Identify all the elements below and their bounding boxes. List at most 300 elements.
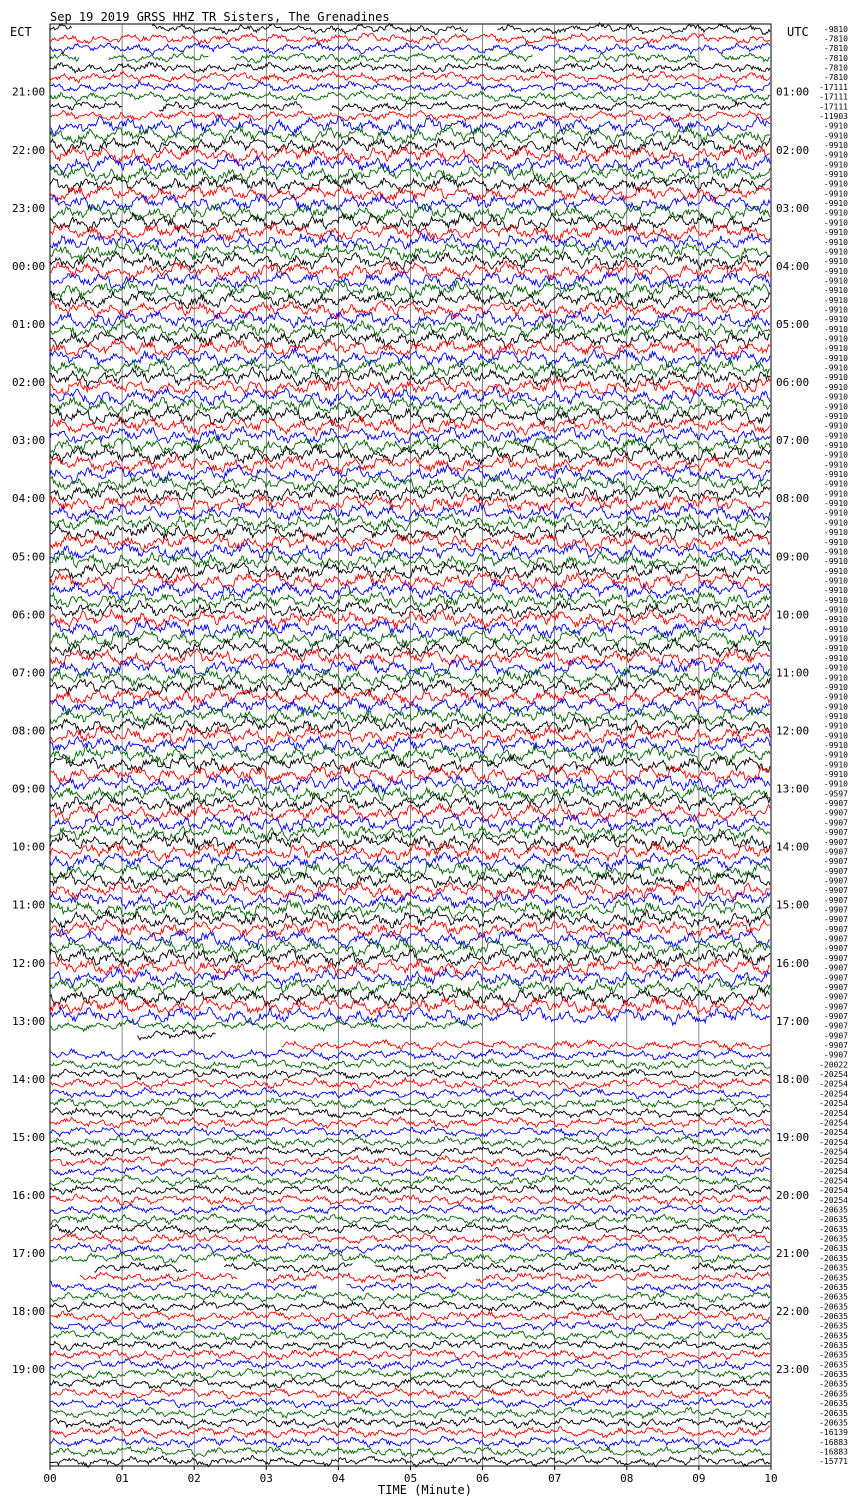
row-count-label: -9910 — [823, 353, 848, 363]
trace-row — [50, 1175, 770, 1187]
row-count-label: -20254 — [819, 1195, 848, 1205]
trace-row — [50, 1417, 770, 1429]
row-count-label: -16883 — [819, 1447, 848, 1457]
trace-row — [50, 1311, 770, 1322]
row-count-label: -9910 — [823, 266, 848, 276]
trace-row — [50, 591, 770, 608]
row-count-label: -9910 — [823, 663, 848, 673]
trace-row — [50, 1340, 770, 1351]
trace-row — [50, 1088, 770, 1100]
left-hour-label: 05:00 — [12, 550, 46, 564]
row-count-label: -9907 — [823, 876, 848, 886]
trace-row — [50, 223, 770, 241]
row-count-label: -20254 — [819, 1157, 848, 1167]
row-count-label: -9907 — [823, 982, 848, 992]
left-hour-labels — [12, 86, 45, 1376]
row-count-label: -20635 — [819, 1418, 848, 1428]
right-hour-label: 09:00 — [776, 550, 810, 564]
trace-row — [50, 920, 770, 938]
row-count-label: -20635 — [819, 1205, 848, 1215]
row-count-label: -9910 — [823, 750, 848, 760]
row-count-label: -20635 — [819, 1341, 848, 1351]
trace-row — [50, 852, 770, 871]
right-hour-label: 02:00 — [776, 143, 810, 157]
trace-row — [50, 387, 770, 407]
trace-row — [50, 1436, 770, 1448]
row-count-label: -20635 — [819, 1399, 848, 1409]
trace-row — [50, 1368, 770, 1379]
row-count-label: -9910 — [823, 373, 848, 383]
trace-row — [50, 503, 770, 521]
x-axis-label: TIME (Minute) — [378, 1483, 472, 1497]
trace-row — [50, 1127, 770, 1138]
trace-row — [50, 476, 770, 493]
right-hour-label: 10:00 — [776, 608, 810, 622]
row-count-label: -9910 — [823, 218, 848, 228]
row-count-label: -9910 — [823, 605, 848, 615]
trace-row — [50, 62, 770, 73]
trace-row — [50, 320, 770, 339]
right-hour-label: 14:00 — [776, 840, 810, 854]
right-hour-label: 04:00 — [776, 259, 810, 273]
trace-row — [50, 311, 770, 328]
row-count-label: -9910 — [823, 179, 848, 189]
trace-row — [50, 551, 770, 570]
x-tick-label: 00 — [43, 1472, 57, 1485]
row-count-label: -9907 — [823, 934, 848, 944]
row-count-label: -9910 — [823, 537, 848, 547]
row-count-label: -9907 — [823, 924, 848, 934]
row-count-label: -9910 — [823, 692, 848, 702]
row-count-label: -9910 — [823, 741, 848, 750]
right-hour-label: 08:00 — [776, 492, 810, 506]
trace-row — [50, 110, 770, 121]
row-count-label: -17111 — [819, 92, 848, 102]
row-count-label: -20635 — [819, 1350, 848, 1360]
right-hour-label: 01:00 — [776, 85, 810, 99]
trace-row — [50, 659, 770, 676]
row-count-label: -9907 — [823, 847, 848, 857]
row-count-label: -9907 — [823, 1050, 848, 1060]
x-tick-label: 06 — [475, 1472, 490, 1485]
trace-row — [50, 1214, 770, 1226]
trace-row — [50, 243, 770, 260]
row-count-label: -9910 — [823, 779, 848, 789]
trace-row — [50, 1146, 770, 1157]
row-count-label: -9910 — [823, 344, 848, 354]
left-hour-label: 14:00 — [12, 1072, 46, 1086]
trace-row — [282, 1040, 770, 1050]
trace-row — [50, 407, 770, 425]
row-count-label: -9910 — [823, 295, 848, 305]
x-tick-label: 01 — [115, 1472, 129, 1485]
x-tick-label: 10 — [764, 1472, 778, 1485]
row-count-label: -9910 — [823, 547, 848, 557]
row-count-label: -20635 — [819, 1389, 848, 1399]
row-count-label: -9910 — [823, 440, 848, 450]
trace-row — [50, 52, 770, 64]
row-count-label: -9910 — [823, 363, 848, 373]
row-count-label: -9907 — [823, 905, 848, 915]
row-count-label: -20254 — [819, 1079, 848, 1089]
trace-row — [50, 1136, 770, 1148]
row-count-label: -20635 — [819, 1215, 848, 1225]
trace-row — [50, 1204, 770, 1215]
row-count-label: -9907 — [823, 1041, 848, 1051]
trace-row — [50, 1455, 770, 1467]
row-count-label: -20635 — [819, 1370, 848, 1380]
left-hour-label: 10:00 — [12, 840, 46, 854]
row-count-label: -16883 — [819, 1437, 848, 1447]
row-count-label: -20254 — [819, 1070, 848, 1080]
row-count-label: -9910 — [823, 189, 848, 199]
row-count-label: -20635 — [819, 1408, 848, 1418]
trace-row — [50, 1069, 770, 1080]
right-hour-label: 13:00 — [776, 782, 810, 796]
trace-row — [50, 101, 770, 112]
row-count-label: -9910 — [823, 247, 848, 257]
trace-row — [50, 82, 770, 92]
trace-row — [138, 1030, 216, 1040]
row-count-label: -9910 — [823, 208, 848, 218]
trace-row — [50, 1388, 770, 1399]
row-count-label: -9910 — [823, 479, 848, 489]
trace-row — [50, 427, 770, 444]
left-hour-label: 19:00 — [12, 1363, 46, 1377]
trace-row — [50, 340, 770, 356]
x-tick-label: 09 — [692, 1472, 706, 1485]
left-hour-label: 23:00 — [12, 201, 46, 215]
row-count-labels — [819, 25, 848, 1466]
trace-row — [50, 910, 770, 929]
left-hour-label: 21:00 — [12, 85, 46, 99]
row-count-label: -9907 — [823, 1031, 848, 1041]
left-hour-label: 13:00 — [12, 1014, 46, 1028]
row-count-label: -9910 — [823, 199, 848, 209]
row-count-label: -9910 — [823, 131, 848, 141]
row-count-label: -9910 — [823, 315, 848, 325]
row-count-label: -9907 — [823, 895, 848, 905]
row-count-label: -9907 — [823, 973, 848, 983]
trace-row — [50, 456, 770, 474]
row-count-label: -20254 — [819, 1128, 848, 1138]
row-count-label: -9910 — [823, 421, 848, 431]
trace-row — [50, 145, 770, 164]
minute-gridlines — [122, 24, 699, 1466]
trace-row — [50, 1078, 770, 1090]
trace-row — [50, 631, 770, 647]
right-hour-label: 20:00 — [776, 1189, 810, 1203]
trace-row — [50, 929, 770, 948]
trace-row — [50, 1194, 770, 1205]
row-count-label: -20635 — [819, 1321, 848, 1331]
left-hour-label: 11:00 — [12, 898, 46, 912]
row-count-label: -15771 — [819, 1457, 848, 1467]
row-count-label: -9907 — [823, 837, 848, 847]
row-count-label: -9910 — [823, 508, 848, 518]
x-tick-label: 03 — [259, 1472, 273, 1485]
trace-row — [94, 1262, 770, 1273]
trace-row — [50, 1281, 770, 1293]
row-count-label: -9910 — [823, 160, 848, 170]
trace-row — [50, 33, 770, 44]
row-count-label: -9910 — [823, 557, 848, 567]
row-count-label: -9907 — [823, 1002, 848, 1012]
row-count-label: -20022 — [819, 1060, 848, 1070]
row-count-label: -9907 — [823, 915, 848, 925]
row-count-label: -9910 — [823, 470, 848, 480]
row-count-label: -9910 — [823, 276, 848, 286]
row-count-label: -9910 — [823, 140, 848, 150]
row-count-label: -9910 — [823, 460, 848, 470]
row-count-label: -20635 — [819, 1253, 848, 1263]
row-count-label: -9910 — [823, 411, 848, 421]
trace-row — [50, 1330, 770, 1340]
trace-row — [50, 1107, 770, 1118]
row-count-label: -20254 — [819, 1166, 848, 1176]
row-count-label: -9910 — [823, 489, 848, 499]
trace-row — [50, 1301, 770, 1313]
row-count-label: -9910 — [823, 228, 848, 238]
row-count-label: -9910 — [823, 334, 848, 344]
trace-row — [50, 23, 770, 35]
right-hour-label: 05:00 — [776, 318, 810, 332]
row-count-label: -20254 — [819, 1108, 848, 1118]
trace-row — [50, 155, 770, 175]
row-count-label: -20635 — [819, 1360, 848, 1370]
row-count-label: -20635 — [819, 1302, 848, 1312]
row-count-label: -9907 — [823, 886, 848, 896]
left-hour-label: 02:00 — [12, 376, 46, 390]
left-hour-label: 12:00 — [12, 956, 46, 970]
row-count-label: -9910 — [823, 586, 848, 596]
row-count-label: -20254 — [819, 1186, 848, 1196]
row-count-label: -9907 — [823, 992, 848, 1002]
row-count-label: -9910 — [823, 760, 848, 770]
row-count-label: -9910 — [823, 431, 848, 441]
row-count-label: -20635 — [819, 1282, 848, 1292]
trace-row — [50, 1243, 770, 1254]
row-count-label: -9910 — [823, 634, 848, 644]
row-count-label: -17111 — [819, 102, 848, 112]
row-count-label: -9910 — [823, 711, 848, 721]
row-count-label: -20254 — [819, 1099, 848, 1109]
row-count-label: -9910 — [823, 324, 848, 334]
right-hour-labels — [776, 86, 809, 1376]
left-hour-label: 04:00 — [12, 492, 46, 506]
row-count-label: -20635 — [819, 1244, 848, 1254]
trace-row — [50, 1378, 770, 1389]
row-count-label: -20635 — [819, 1273, 848, 1283]
trace-row — [50, 1446, 770, 1457]
trace-row — [50, 1291, 770, 1303]
left-hour-label: 17:00 — [12, 1247, 46, 1261]
right-hour-label: 19:00 — [776, 1130, 810, 1144]
x-tick-label: 07 — [548, 1472, 562, 1485]
x-tick-label: 05 — [403, 1472, 418, 1485]
row-count-label: -9910 — [823, 257, 848, 267]
row-count-label: -9910 — [823, 528, 848, 538]
row-count-label: -9907 — [823, 866, 848, 876]
row-count-label: -9810 — [823, 24, 848, 34]
left-hour-label: 08:00 — [12, 724, 46, 738]
trace-row — [50, 1165, 770, 1176]
trace-row — [50, 697, 770, 716]
row-count-label: -9907 — [823, 963, 848, 973]
row-count-label: -20254 — [819, 1089, 848, 1099]
row-count-label: -9910 — [823, 731, 848, 741]
row-count-label: -9910 — [823, 382, 848, 392]
row-count-label: -9910 — [823, 237, 848, 247]
row-count-label: -17111 — [819, 82, 848, 92]
trace-row — [50, 1156, 770, 1167]
trace-row — [50, 620, 770, 638]
row-count-label: -9907 — [823, 857, 848, 867]
right-hour-label: 16:00 — [776, 956, 810, 970]
trace-row — [50, 272, 770, 288]
left-hour-label: 06:00 — [12, 608, 46, 622]
trace-row — [50, 1253, 770, 1264]
trace-row — [50, 1398, 770, 1409]
row-count-label: -9910 — [823, 121, 848, 131]
x-tick-label: 04 — [331, 1472, 346, 1485]
trace-row — [50, 900, 770, 919]
right-hour-label: 11:00 — [776, 666, 810, 680]
trace-row — [50, 987, 770, 1006]
right-hour-label: 15:00 — [776, 898, 810, 912]
trace-row — [50, 445, 770, 465]
trace-row — [50, 1320, 770, 1331]
seismic-traces — [50, 23, 770, 1467]
trace-row — [50, 1098, 770, 1109]
row-count-label: -7810 — [823, 63, 848, 73]
row-count-label: -9907 — [823, 799, 848, 809]
row-count-label: -9907 — [823, 808, 848, 818]
trace-row — [80, 1271, 770, 1282]
trace-row — [50, 1117, 770, 1128]
trace-row — [50, 716, 770, 734]
row-count-label: -7810 — [823, 73, 848, 83]
right-hour-label: 18:00 — [776, 1072, 810, 1086]
trace-row — [50, 1407, 770, 1418]
left-hour-label: 15:00 — [12, 1130, 46, 1144]
row-count-label: -20635 — [819, 1234, 848, 1244]
row-count-label: -9910 — [823, 576, 848, 586]
left-timezone-label: ECT — [10, 25, 32, 39]
trace-row — [50, 1426, 770, 1438]
left-hour-label: 16:00 — [12, 1189, 46, 1203]
row-count-label: -9910 — [823, 624, 848, 634]
right-hour-label: 12:00 — [776, 724, 810, 738]
trace-row — [50, 72, 770, 84]
trace-row — [50, 794, 770, 813]
trace-row — [50, 1223, 770, 1234]
left-hour-label: 09:00 — [12, 782, 46, 796]
row-count-label: -9910 — [823, 673, 848, 683]
row-count-label: -20254 — [819, 1137, 848, 1147]
trace-row — [50, 42, 770, 54]
row-count-label: -9910 — [823, 644, 848, 654]
trace-row — [50, 687, 770, 706]
row-count-label: -20254 — [819, 1176, 848, 1186]
right-hour-label: 06:00 — [776, 376, 810, 390]
right-hour-label: 03:00 — [776, 201, 810, 215]
row-count-label: -20635 — [819, 1331, 848, 1341]
row-count-label: -7810 — [823, 44, 848, 54]
row-count-label: -7810 — [823, 34, 848, 44]
x-tick-label: 08 — [620, 1472, 634, 1485]
row-count-label: -20254 — [819, 1118, 848, 1128]
left-hour-label: 01:00 — [12, 318, 46, 332]
row-count-label: -7810 — [823, 53, 848, 63]
right-hour-label: 22:00 — [776, 1305, 810, 1319]
row-count-label: -9910 — [823, 170, 848, 180]
row-count-label: -9907 — [823, 1021, 848, 1031]
row-count-label: -9910 — [823, 392, 848, 402]
row-count-label: -9910 — [823, 286, 848, 296]
x-tick-label: 02 — [187, 1472, 201, 1485]
trace-row — [50, 580, 770, 600]
trace-row — [50, 91, 770, 103]
row-count-label: -9907 — [823, 828, 848, 838]
row-count-label: -20635 — [819, 1263, 848, 1273]
row-count-label: -9910 — [823, 518, 848, 528]
left-hour-label: 22:00 — [12, 143, 46, 157]
row-count-label: -9910 — [823, 566, 848, 576]
row-count-label: -9910 — [823, 499, 848, 509]
trace-row — [50, 707, 770, 725]
row-count-label: -9910 — [823, 595, 848, 605]
right-timezone-label: UTC — [787, 25, 809, 39]
row-count-label: -9910 — [823, 150, 848, 160]
row-count-label: -20635 — [819, 1311, 848, 1321]
trace-row — [50, 290, 770, 309]
row-count-label: -9907 — [823, 818, 848, 828]
row-count-label: -9910 — [823, 450, 848, 460]
right-hour-label: 23:00 — [776, 1363, 810, 1377]
row-count-label: -20635 — [819, 1292, 848, 1302]
row-count-label: -9910 — [823, 615, 848, 625]
trace-row — [50, 775, 770, 793]
trace-row — [50, 1059, 770, 1070]
left-hour-label: 07:00 — [12, 666, 46, 680]
row-count-label: -9910 — [823, 653, 848, 663]
right-hour-label: 21:00 — [776, 1247, 810, 1261]
chart-title: Sep 19 2019 GRSS HHZ TR Sisters, The Grenadines — [50, 10, 390, 24]
trace-row — [50, 1185, 770, 1195]
row-count-label: -9910 — [823, 682, 848, 692]
row-count-label: -16139 — [819, 1428, 848, 1438]
row-count-label: -20635 — [819, 1224, 848, 1234]
left-hour-label: 00:00 — [12, 259, 46, 273]
row-count-label: -9910 — [823, 402, 848, 412]
left-hour-label: 03:00 — [12, 434, 46, 448]
row-count-label: -9910 — [823, 305, 848, 315]
row-count-label: -9907 — [823, 953, 848, 963]
row-count-label: -9910 — [823, 702, 848, 712]
trace-row — [50, 1233, 770, 1244]
trace-row — [50, 1349, 770, 1361]
trace-row — [50, 1049, 770, 1060]
right-hour-label: 07:00 — [776, 434, 810, 448]
row-count-label: -9910 — [823, 721, 848, 731]
row-count-label: -9907 — [823, 944, 848, 954]
right-hour-label: 17:00 — [776, 1014, 810, 1028]
row-count-label: -11903 — [819, 111, 848, 121]
row-count-label: -20254 — [819, 1147, 848, 1157]
row-count-label: -9907 — [823, 1011, 848, 1021]
left-hour-label: 18:00 — [12, 1305, 46, 1319]
